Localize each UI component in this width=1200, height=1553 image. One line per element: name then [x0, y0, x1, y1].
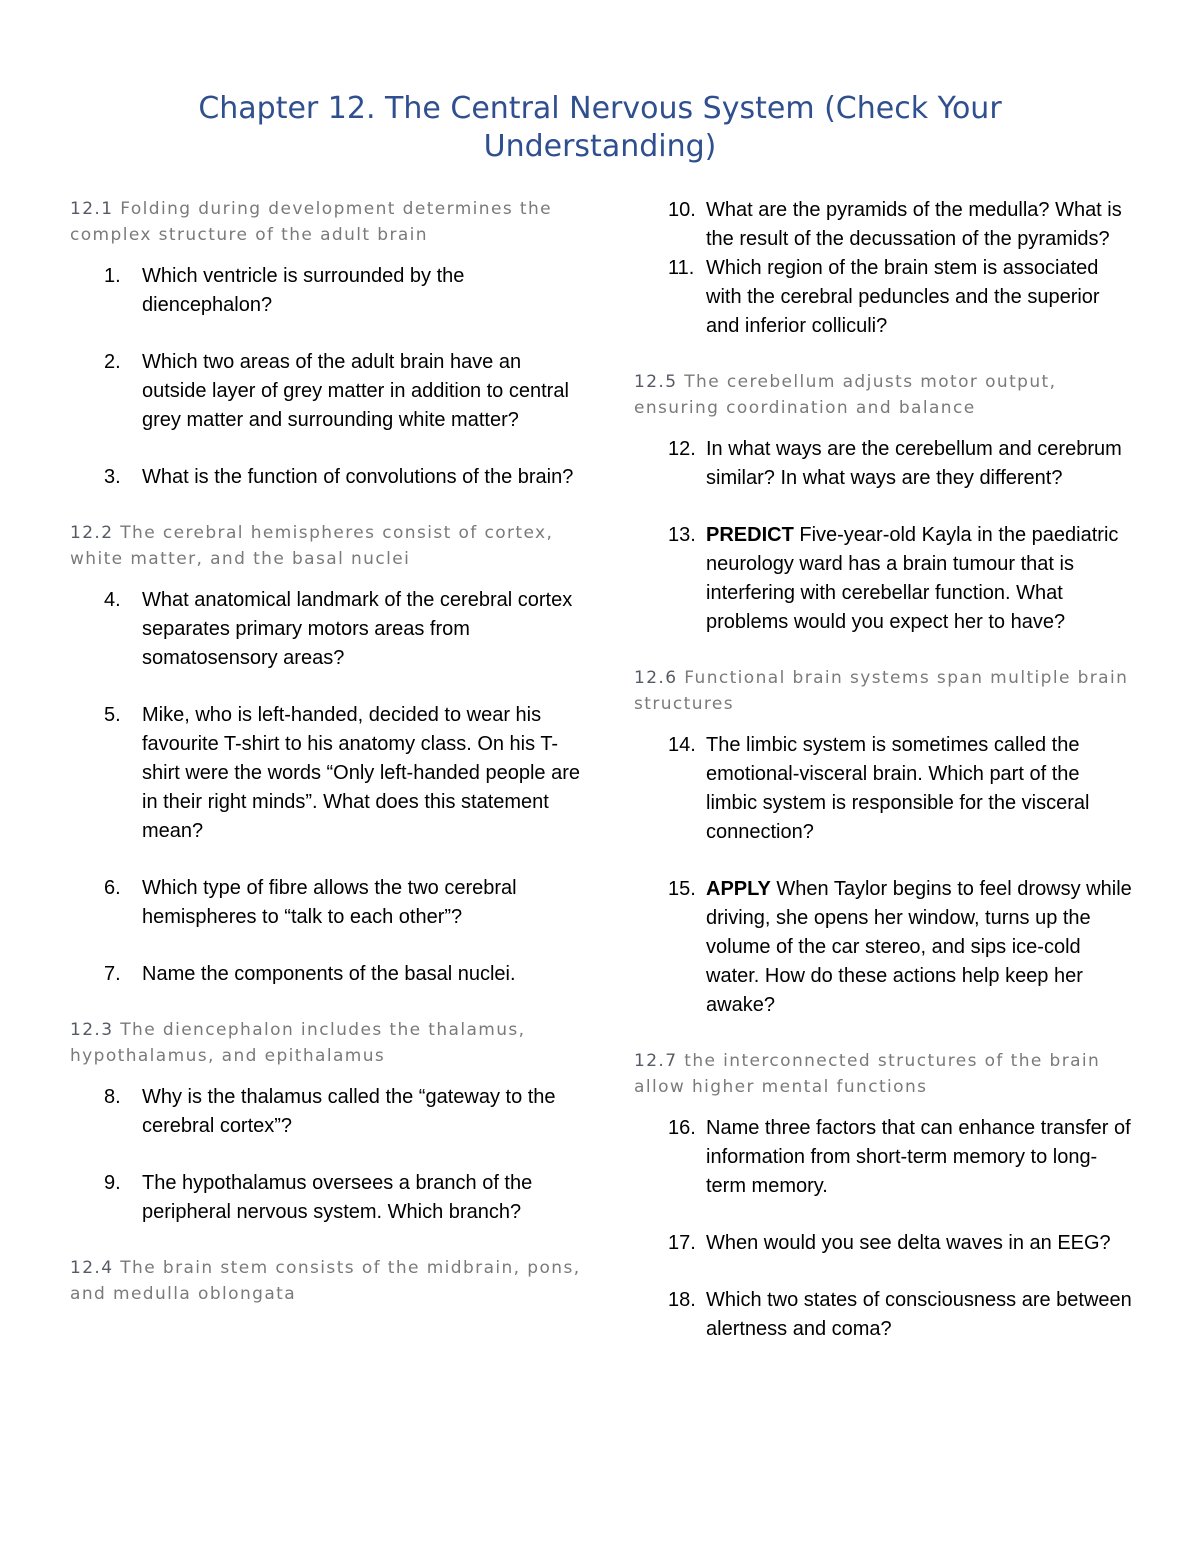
question-item — [634, 521, 1134, 637]
section-title: the interconnected structures of the brain allow higher mental functions — [634, 1051, 1101, 1097]
section-title: Functional brain systems span multiple brain structures — [634, 668, 1129, 714]
section-heading-12-1 — [70, 196, 590, 248]
question-list — [634, 731, 1134, 1020]
question-number: 1. — [104, 265, 121, 287]
question-item — [70, 463, 590, 492]
right-column — [634, 196, 1134, 1372]
question-text: When would you see delta waves in an EEG? — [706, 1232, 1111, 1254]
question-item — [70, 874, 590, 932]
question-item — [634, 1286, 1134, 1344]
question-text: Five-year-old Kayla in the paediatric neurology ward has a brain tumour that is interfering with cerebellar function. What problems would you expect her to have? — [706, 524, 1119, 633]
section-number: 12.3 — [70, 1020, 114, 1040]
section-title: The diencephalon includes the thalamus, hypothalamus, and epithalamus — [70, 1020, 526, 1066]
question-item — [634, 1229, 1134, 1258]
question-text: Mike, who is left-handed, decided to wear his favourite T-shirt to his anatomy class. On his T-shirt were the words “Only left-handed people are in their right minds”. What does this statement mean? — [142, 704, 581, 842]
question-text: The limbic system is sometimes called the emotional-visceral brain. Which part of the limbic system is responsible for the visceral connection? — [706, 734, 1090, 843]
question-text: Which type of fibre allows the two cerebral hemispheres to “talk to each other”? — [142, 877, 517, 928]
question-list — [634, 1114, 1134, 1344]
question-text: Which region of the brain stem is associated with the cerebral peduncles and the superior and inferior colliculi? — [706, 257, 1100, 337]
question-list — [70, 1083, 590, 1227]
question-text: In what ways are the cerebellum and cerebrum similar? In what ways are they different? — [706, 438, 1122, 489]
question-number: 5. — [104, 704, 121, 726]
question-list — [70, 262, 590, 492]
section-number: 12.5 — [634, 372, 678, 392]
question-item — [634, 435, 1134, 493]
question-number: 17. — [668, 1232, 696, 1254]
page-title: Chapter 12. The Central Nervous System (Check Your Understanding) — [198, 91, 1002, 164]
left-column — [70, 196, 590, 1321]
question-text: Name three factors that can enhance transfer of information from short-term memory to long-term memory. — [706, 1117, 1131, 1197]
question-text: What is the function of convolutions of the brain? — [142, 466, 574, 488]
question-item — [634, 875, 1134, 1020]
question-number: 3. — [104, 466, 121, 488]
question-tag: APPLY — [706, 878, 771, 900]
question-item — [634, 254, 1134, 341]
section-heading-12-5 — [634, 369, 1134, 421]
question-number: 11. — [668, 257, 695, 279]
section-heading-12-6 — [634, 665, 1134, 717]
question-item — [70, 348, 590, 435]
question-number: 10. — [668, 199, 696, 221]
question-number: 7. — [104, 963, 121, 985]
question-text: Why is the thalamus called the “gateway to the cerebral cortex”? — [142, 1086, 556, 1137]
question-number: 6. — [104, 877, 121, 899]
question-number: 18. — [668, 1289, 696, 1311]
question-item — [70, 262, 590, 320]
question-item — [634, 1114, 1134, 1201]
section-heading-12-4 — [70, 1255, 590, 1307]
section-number: 12.2 — [70, 523, 114, 543]
section-title: The cerebral hemispheres consist of cortex, white matter, and the basal nuclei — [70, 523, 554, 569]
section-title: Folding during development determines the complex structure of the adult brain — [70, 199, 552, 245]
question-text: Which ventricle is surrounded by the diencephalon? — [142, 265, 465, 316]
question-item — [634, 196, 1134, 254]
question-number: 2. — [104, 351, 121, 373]
question-number: 15. — [668, 878, 696, 900]
question-number: 13. — [668, 524, 696, 546]
section-number: 12.7 — [634, 1051, 678, 1071]
question-text: Which two areas of the adult brain have an outside layer of grey matter in addition to central grey matter and surrounding white matter? — [142, 351, 569, 431]
question-list — [634, 196, 1134, 341]
question-item — [70, 1169, 590, 1227]
section-title: The brain stem consists of the midbrain, pons, and medulla oblongata — [70, 1258, 581, 1304]
section-title: The cerebellum adjusts motor output, ensuring coordination and balance — [634, 372, 1057, 418]
question-number: 8. — [104, 1086, 121, 1108]
section-number: 12.4 — [70, 1258, 114, 1278]
question-number: 14. — [668, 734, 696, 756]
section-heading-12-3 — [70, 1017, 590, 1069]
question-text: Name the components of the basal nuclei. — [142, 963, 516, 985]
question-number: 16. — [668, 1117, 696, 1139]
question-text: The hypothalamus oversees a branch of the peripheral nervous system. Which branch? — [142, 1172, 533, 1223]
question-number: 12. — [668, 438, 696, 460]
question-list — [634, 435, 1134, 637]
question-item — [70, 701, 590, 846]
section-heading-12-7 — [634, 1048, 1134, 1100]
question-item — [70, 586, 590, 673]
question-list — [70, 586, 590, 989]
question-text: When Taylor begins to feel drowsy while driving, she opens her window, turns up the volume of the car stereo, and sips ice-cold water. How do these actions help keep her awake? — [706, 878, 1132, 1016]
question-item — [634, 731, 1134, 847]
question-text: Which two states of consciousness are between alertness and coma? — [706, 1289, 1132, 1340]
section-number: 12.6 — [634, 668, 678, 688]
question-number: 9. — [104, 1172, 121, 1194]
section-heading-12-2 — [70, 520, 590, 572]
question-tag: PREDICT — [706, 524, 794, 546]
question-number: 4. — [104, 589, 121, 611]
section-number: 12.1 — [70, 199, 114, 219]
question-text: What anatomical landmark of the cerebral cortex separates primary motors areas from somatosensory areas? — [142, 589, 573, 669]
question-text: What are the pyramids of the medulla? What is the result of the decussation of the pyramids? — [706, 199, 1122, 250]
question-item — [70, 1083, 590, 1141]
question-item — [70, 960, 590, 989]
